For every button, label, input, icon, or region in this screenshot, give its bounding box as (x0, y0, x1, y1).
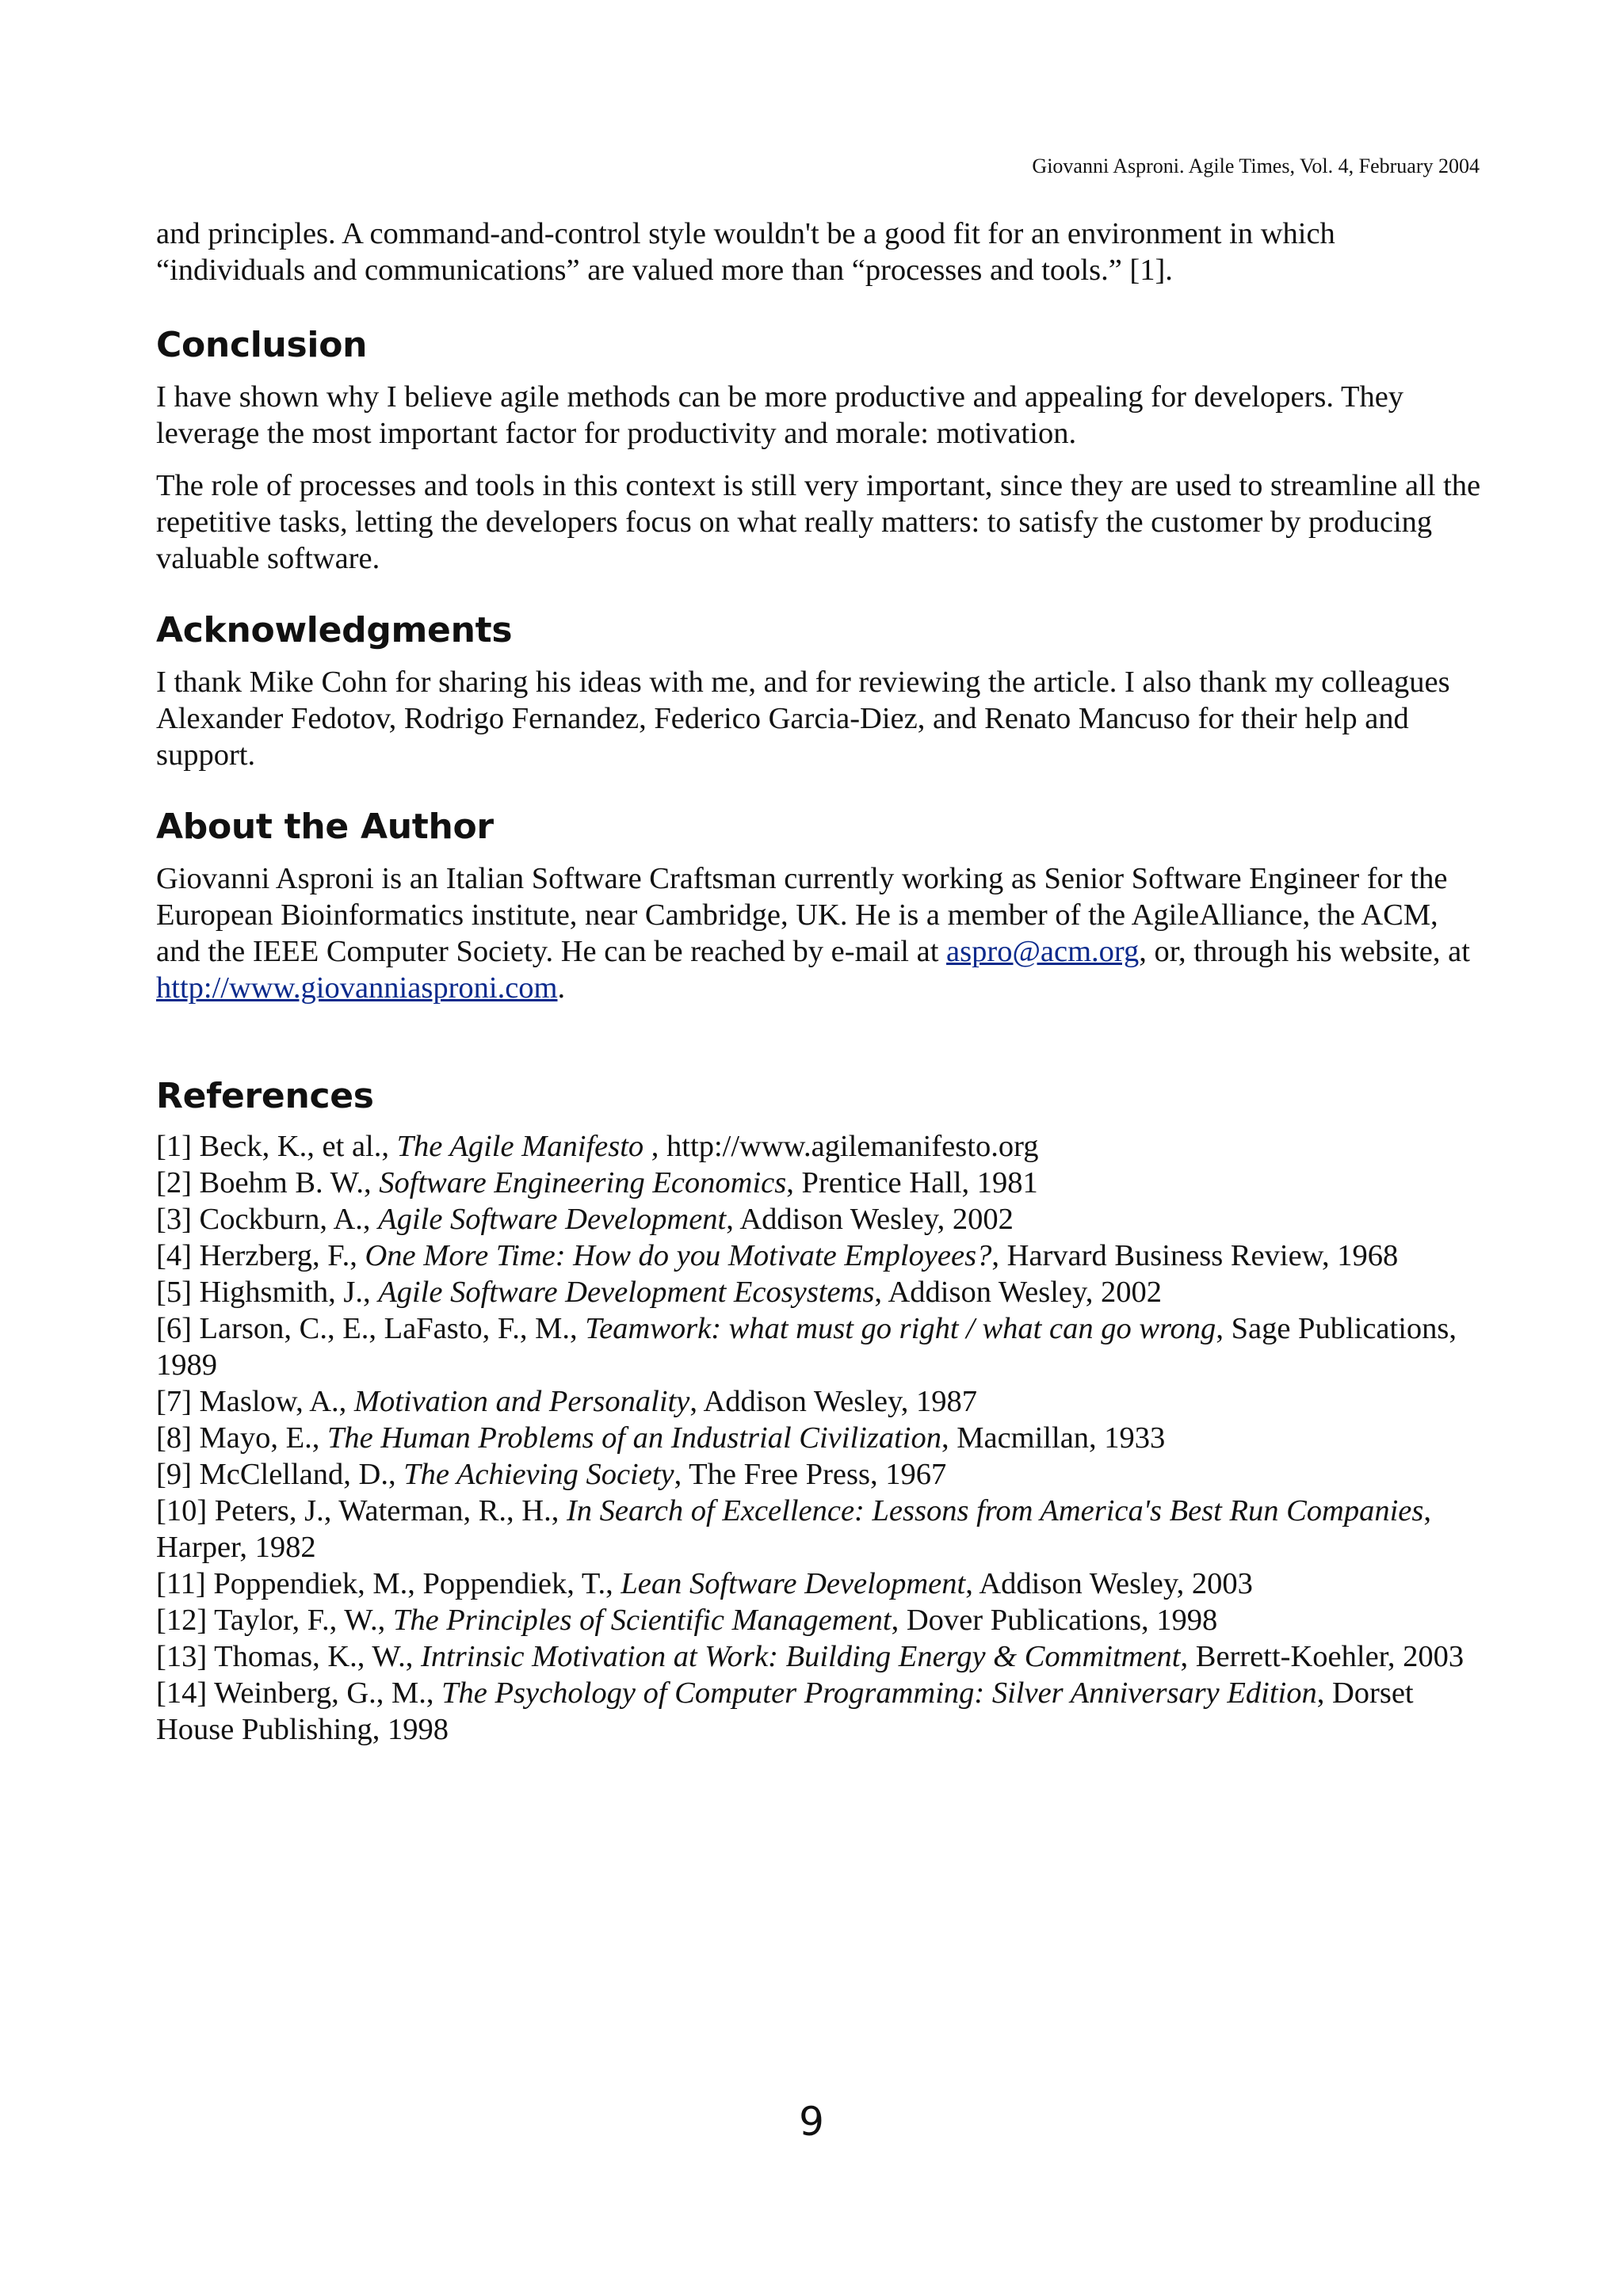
reference-authors: [13] Thomas, K., W., (156, 1640, 422, 1673)
reference-authors: [2] Boehm B. W., (156, 1166, 380, 1199)
reference-authors: [12] Taylor, F., W., (156, 1604, 393, 1637)
reference-item (156, 1238, 1487, 1274)
acknowledgments-heading: Acknowledgments (156, 610, 513, 650)
reference-title: Teamwork: what must go right / what can go wrong (585, 1312, 1216, 1345)
reference-details: , Addison Wesley, 2002 (726, 1203, 1014, 1236)
acknowledgments-section (156, 608, 1487, 773)
email-link[interactable]: aspro@acm.org (946, 935, 1140, 968)
reference-details: , Prentice Hall, 1981 (786, 1166, 1038, 1199)
reference-details: , Dorset House Publishing, 1998 (156, 1676, 1414, 1746)
reference-title: One More Time: How do you Motivate Employees? (365, 1239, 992, 1272)
reference-title: The Psychology of Computer Programming: Silver Anniversary Edition (441, 1676, 1317, 1710)
reference-item (156, 1201, 1487, 1238)
reference-item (156, 1602, 1487, 1638)
reference-title: The Achieving Society (403, 1458, 674, 1491)
reference-details: , Sage Publications, 1989 (156, 1312, 1457, 1382)
conclusion-paragraph-2: The role of processes and tools in this context is still very important, since they are used to streamline all the repetitive tasks, letting the developers focus on what really matters: to satisfy the customer by producing valuable software. (156, 469, 1481, 575)
reference-details: , Addison Wesley, 2002 (874, 1276, 1163, 1309)
reference-title: The Agile Manifesto (396, 1130, 644, 1163)
reference-item (156, 1128, 1487, 1165)
reference-authors: [7] Maslow, A., (156, 1385, 354, 1418)
reference-item (156, 1493, 1487, 1566)
about-author-text: Giovanni Asproni is an Italian Software Craftsman currently working as Senior Software Engineer for the European Bioinformatics institute, near Cambridge, UK. He is a member of the AgileAlliance, the ACM, and the IEEE Computer Society. He can be reached by e-mail at (156, 862, 1448, 968)
reference-authors: [8] Mayo, E., (156, 1421, 327, 1455)
reference-title: In Search of Excellence: Lessons from America's Best Run Companies (566, 1494, 1424, 1527)
about-author-mid-text: , or, through his website, at (1139, 935, 1470, 968)
acknowledgments-paragraph: I thank Mike Cohn for sharing his ideas with me, and for reviewing the article. I also thank my colleagues Alexander Fedotov, Rodrigo Fernandez, Federico Garcia-Diez, and Renato Mancuso for their help and support. (156, 666, 1450, 772)
reference-item (156, 1383, 1487, 1420)
reference-details: , Harvard Business Review, 1968 (991, 1239, 1399, 1272)
reference-authors: [5] Highsmith, J., (156, 1276, 379, 1309)
references-section (156, 1074, 1487, 1748)
reference-authors: [6] Larson, C., E., LaFasto, F., M., (156, 1312, 586, 1345)
page-number: 9 (799, 2099, 824, 2145)
conclusion-heading: Conclusion (156, 325, 368, 365)
running-header: Giovanni Asproni. Agile Times, Vol. 4, February 2004 (1032, 154, 1480, 177)
references-heading: References (156, 1076, 374, 1116)
reference-item (156, 1165, 1487, 1201)
reference-authors: [3] Cockburn, A., (156, 1203, 379, 1236)
reference-details: , http://www.agilemanifesto.org (643, 1130, 1039, 1163)
conclusion-paragraph-1: I have shown why I believe agile methods can be more productive and appealing for developers. They leverage the most important factor for productivity and morale: motivation. (156, 380, 1404, 450)
reference-item (156, 1274, 1487, 1310)
about-author-end-text: . (557, 971, 566, 1005)
reference-item (156, 1638, 1487, 1675)
reference-title: The Principles of Scientific Management (392, 1604, 892, 1637)
reference-authors: [4] Herzberg, F., (156, 1239, 365, 1272)
conclusion-section (156, 323, 1487, 577)
reference-title: Software Engineering Economics (379, 1166, 787, 1199)
reference-title: Agile Software Development (378, 1203, 727, 1236)
reference-item (156, 1675, 1487, 1748)
about-author-heading: About the Author (156, 807, 494, 847)
website-link[interactable]: http://www.giovanniasproni.com (156, 971, 558, 1005)
reference-item (156, 1456, 1487, 1493)
reference-details: , Harper, 1982 (156, 1494, 1431, 1564)
page-content (156, 215, 1487, 1748)
reference-details: , Dover Publications, 1998 (891, 1604, 1218, 1637)
reference-item (156, 1310, 1487, 1383)
reference-title: Intrinsic Motivation at Work: Building Energy & Commitment (421, 1640, 1181, 1673)
reference-details: , Addison Wesley, 2003 (965, 1567, 1253, 1600)
reference-details: , Addison Wesley, 1987 (689, 1385, 977, 1418)
reference-title: Motivation and Personality (353, 1385, 690, 1418)
reference-authors: [10] Peters, J., Waterman, R., H., (156, 1494, 567, 1527)
about-author-paragraph (156, 860, 1487, 1006)
reference-item (156, 1566, 1487, 1602)
reference-authors: [11] Poppendiek, M., Poppendiek, T., (156, 1567, 621, 1600)
reference-title: Lean Software Development (621, 1567, 966, 1600)
reference-authors: [9] McClelland, D., (156, 1458, 404, 1491)
reference-details: , Berrett-Koehler, 2003 (1180, 1640, 1465, 1673)
reference-list (156, 1128, 1487, 1748)
reference-authors: [1] Beck, K., et al., (156, 1130, 397, 1163)
reference-item (156, 1420, 1487, 1456)
reference-authors: [14] Weinberg, G., M., (156, 1676, 442, 1710)
reference-details: , Macmillan, 1933 (941, 1421, 1166, 1455)
reference-details: , The Free Press, 1967 (674, 1458, 947, 1491)
reference-title: Agile Software Development Ecosystems (378, 1276, 875, 1309)
intro-paragraph: and principles. A command-and-control style wouldn't be a good fit for an environment in which “individuals and communications” are valued more than “processes and tools.” [1]. (156, 217, 1335, 287)
reference-title: The Human Problems of an Industrial Civilization (327, 1421, 941, 1455)
about-author-section (156, 805, 1487, 1006)
